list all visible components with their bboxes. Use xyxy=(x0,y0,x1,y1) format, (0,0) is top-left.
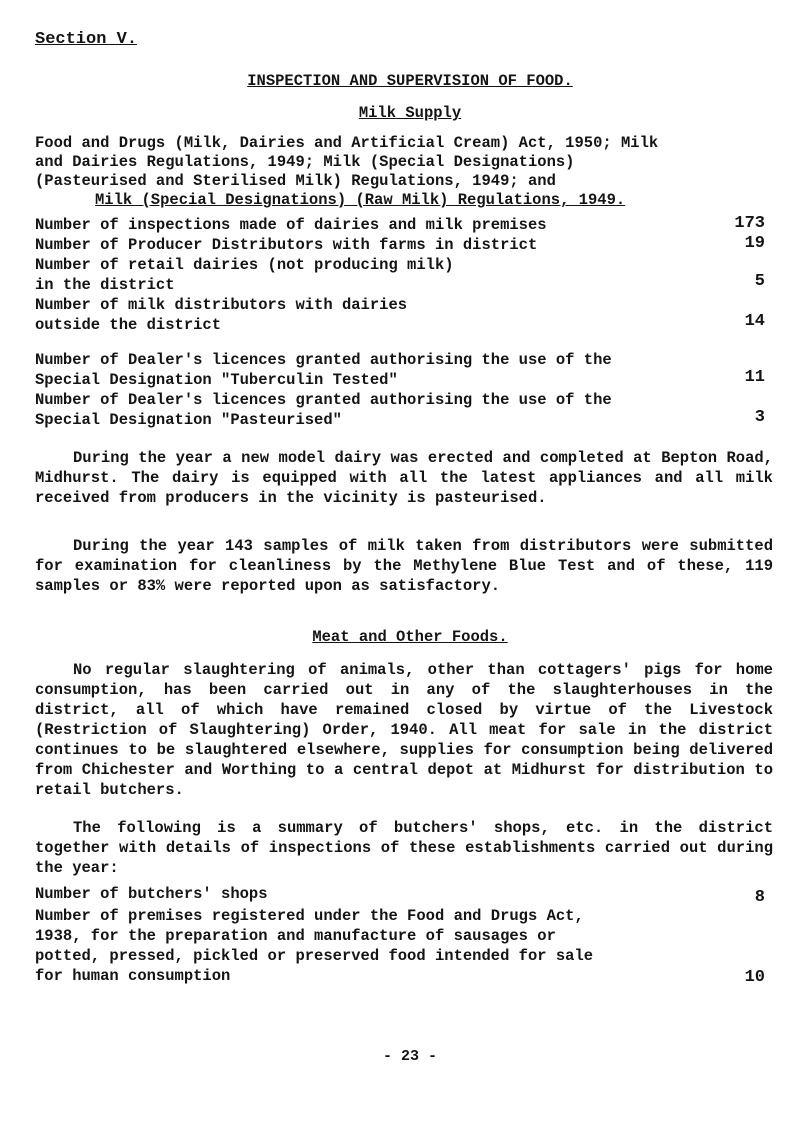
page-number: - 23 - xyxy=(382,1048,437,1065)
legislation-line-1: Food and Drugs (Milk, Dairies and Artificial Cream) Act, 1950; Milk xyxy=(35,134,659,152)
meat-stat-value-2: 10 xyxy=(744,968,765,987)
slaughter-paragraph: No regular slaughtering of animals, other than cottagers' pigs for home consumption, has been carried out in any of the slaughterhouses in the district, all of which have remained closed by virtue of the Livestock (Restriction of Slaughtering) Order, 1940. All meat for sale in the district continues to be slaughtered elsewhere, supplies for consumption being delivered from Chichester and Worthing to a central depot at Midhurst for distribution to retail butchers. xyxy=(35,661,773,799)
legislation-line-4: Milk (Special Designations) (Raw Milk) Regulations, 1949. xyxy=(95,191,626,209)
dairy-paragraph: During the year a new model dairy was erected and completed at Bepton Road, Midhurst. The dairy is equipped with all the latest appliances and all milk received from producers in the vicinity is pasteurised. xyxy=(35,449,773,507)
meat-stat-label-2: Number of premises registered under the Food and Drugs Act, 1938, for the preparation and manufacture of sausages or potted, pressed, pickled or preserved food intended for sale for human consumption xyxy=(35,907,594,985)
meat-stat-label-1: Number of butchers' shops xyxy=(35,885,268,903)
licence-value-2: 3 xyxy=(754,408,765,427)
milk-stat-label-1: Number of inspections made of dairies and milk premises xyxy=(35,216,547,234)
page-heading: INSPECTION AND SUPERVISION OF FOOD. xyxy=(247,72,573,90)
milk-stat-value-4: 14 xyxy=(744,312,765,331)
licence-value-1: 11 xyxy=(744,368,765,387)
milk-subheading: Milk Supply xyxy=(358,104,462,122)
milk-stat-label-4: Number of milk distributors with dairies outside the district xyxy=(35,296,408,334)
licence-label-2: Number of Dealer's licences granted authorising the use of the Special Designation "Pasteurised" xyxy=(35,391,612,429)
milk-stat-value-3: 5 xyxy=(754,272,765,291)
samples-paragraph: During the year 143 samples of milk taken from distributors were submitted for examination for cleanliness by the Methylene Blue Test and of these, 119 samples or 83% were reported upon as satisfactory. xyxy=(35,537,773,595)
legislation-line-3: (Pasteurised and Sterilised Milk) Regulations, 1949; and xyxy=(35,172,556,190)
legislation-block xyxy=(35,134,770,210)
milk-stat-value-1: 173 xyxy=(734,214,765,233)
meat-stat-value-1: 8 xyxy=(754,888,765,907)
licence-label-1: Number of Dealer's licences granted authorising the use of the Special Designation "Tuberculin Tested" xyxy=(35,351,612,389)
milk-stat-label-3: Number of retail dairies (not producing milk) in the district xyxy=(35,256,454,294)
milk-stat-label-2: Number of Producer Distributors with farms in district xyxy=(35,236,538,254)
summary-paragraph: The following is a summary of butchers' shops, etc. in the district together with details of inspections of these establishments carried out during the year: xyxy=(35,819,773,877)
milk-stat-value-2: 19 xyxy=(744,234,765,253)
section-label: Section V. xyxy=(35,30,138,49)
legislation-line-2: and Dairies Regulations, 1949; Milk (Special Designations) xyxy=(35,153,575,171)
meat-subheading: Meat and Other Foods. xyxy=(312,628,508,646)
